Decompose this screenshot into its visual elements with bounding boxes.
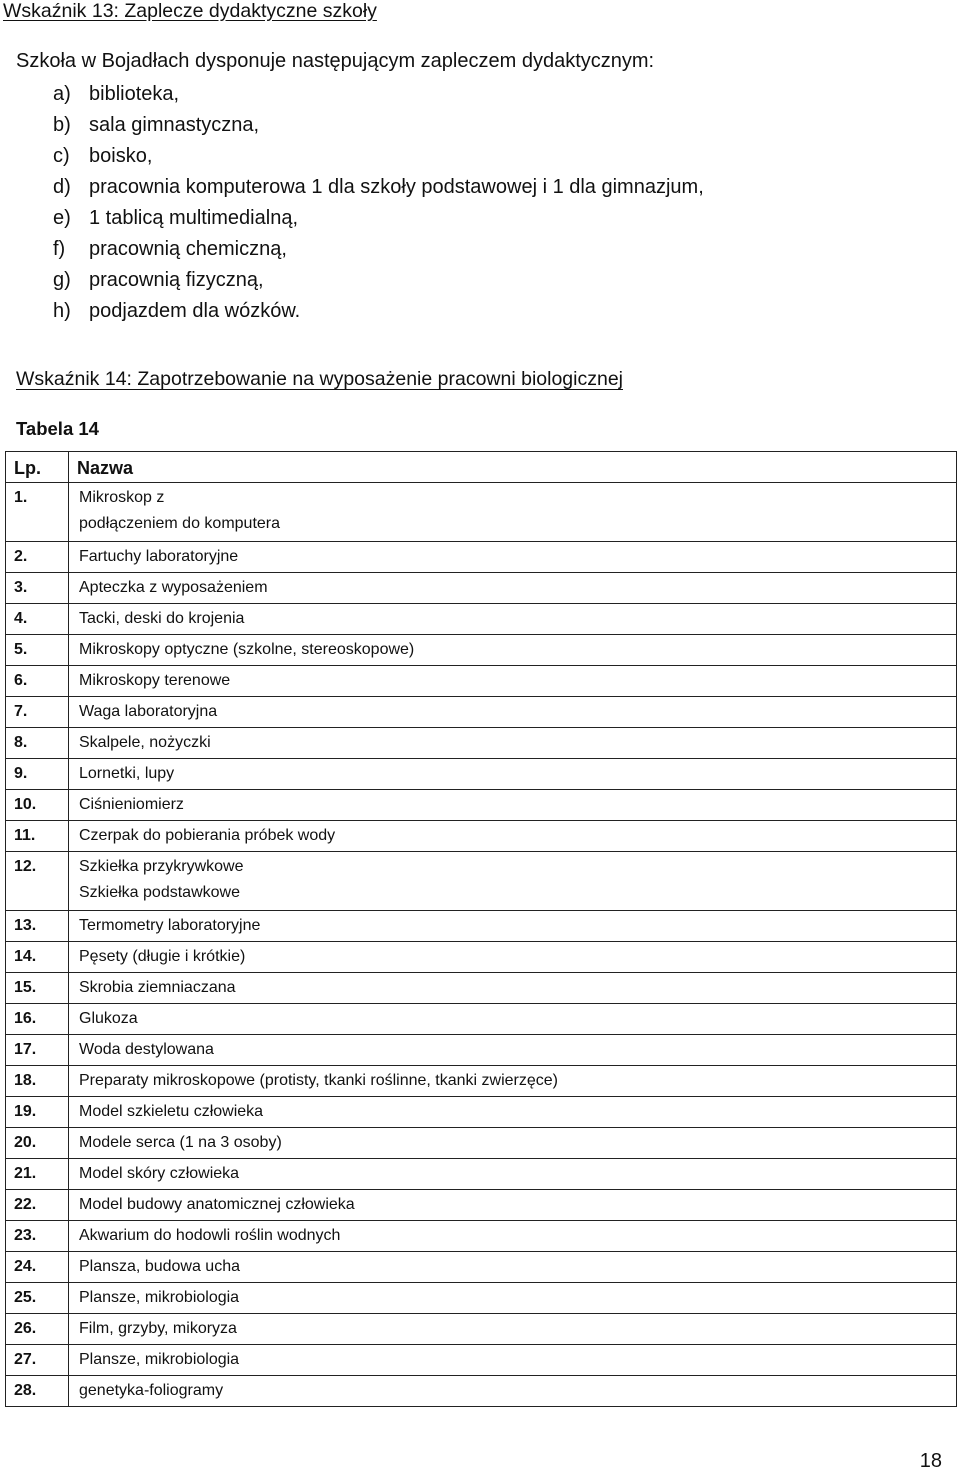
row-number: 20. (6, 1128, 69, 1159)
list-marker: b) (53, 114, 71, 136)
item-name-cell (69, 911, 957, 942)
row-number: 2. (6, 542, 69, 573)
list-item-text: podjazdem dla wózków. (89, 300, 301, 322)
table-row (6, 604, 957, 635)
row-number: 27. (6, 1345, 69, 1376)
row-number: 15. (6, 973, 69, 1004)
item-name-line: Model budowy anatomicznej człowieka (79, 1196, 355, 1213)
item-name-line: Plansza, budowa ucha (79, 1258, 240, 1275)
table-row (6, 1252, 957, 1283)
section-heading-14: Wskaźnik 14: Zapotrzebowanie na wyposażenie pracowni biologicznej (16, 368, 623, 390)
row-number: 11. (6, 821, 69, 852)
item-name-cell (69, 1097, 957, 1128)
item-name-cell (69, 1128, 957, 1159)
row-number: 4. (6, 604, 69, 635)
item-name-cell (69, 542, 957, 573)
row-number: 24. (6, 1252, 69, 1283)
list-marker: g) (53, 269, 71, 291)
item-name-cell (69, 697, 957, 728)
item-name-line: Mikroskopy optyczne (szkolne, stereoskopowe) (79, 641, 415, 658)
table-row (6, 542, 957, 573)
item-name-cell (69, 1314, 957, 1345)
item-name-line: Skrobia ziemniaczana (79, 979, 236, 996)
table-row (6, 697, 957, 728)
row-number: 18. (6, 1066, 69, 1097)
item-name-line: Apteczka z wyposażeniem (79, 579, 268, 596)
list-marker: e) (53, 207, 71, 229)
facility-list (53, 79, 704, 327)
item-name-line: Pęsety (długie i krótkie) (79, 948, 246, 965)
item-name-line: Waga laboratoryjna (79, 703, 218, 720)
table-row (6, 1221, 957, 1252)
intro-paragraph: Szkoła w Bojadłach dysponuje następującym zapleczem dydaktycznym: (16, 50, 655, 72)
list-item (53, 265, 704, 296)
row-number: 19. (6, 1097, 69, 1128)
row-number: 5. (6, 635, 69, 666)
item-name-cell (69, 1221, 957, 1252)
table-row (6, 1159, 957, 1190)
table-row (6, 852, 957, 911)
list-marker: d) (53, 176, 71, 198)
item-name-line: Tacki, deski do krojenia (79, 610, 245, 627)
item-name-cell (69, 1283, 957, 1314)
item-name-line: Szkiełka przykrywkowe (79, 858, 244, 875)
list-item (53, 141, 704, 172)
row-number: 8. (6, 728, 69, 759)
list-item (53, 203, 704, 234)
table-row (6, 1004, 957, 1035)
item-name-cell (69, 973, 957, 1004)
table-row (6, 1128, 957, 1159)
list-item-text: pracownią chemiczną, (89, 238, 287, 260)
table-row (6, 728, 957, 759)
item-name-cell (69, 635, 957, 666)
item-name-line: Plansze, mikrobiologia (79, 1289, 240, 1306)
item-name-cell (69, 821, 957, 852)
table-row (6, 1345, 957, 1376)
item-name-line: Film, grzyby, mikoryza (79, 1320, 237, 1337)
row-number: 17. (6, 1035, 69, 1066)
table-row (6, 973, 957, 1004)
list-item-text: biblioteka, (89, 83, 180, 105)
list-item (53, 172, 704, 203)
table-row (6, 1035, 957, 1066)
row-number: 14. (6, 942, 69, 973)
table-row (6, 635, 957, 666)
item-name-line: Woda destylowana (79, 1041, 214, 1058)
table-row (6, 759, 957, 790)
header-name: Nazwa (69, 452, 957, 483)
item-name-line: podłączeniem do komputera (79, 515, 281, 532)
item-name-cell (69, 728, 957, 759)
list-item-text: 1 tablicą multimedialną, (89, 207, 298, 229)
list-item (53, 234, 704, 265)
row-number: 22. (6, 1190, 69, 1221)
item-name-line: Mikroskop z (79, 489, 165, 506)
table-row (6, 1283, 957, 1314)
list-item (53, 296, 704, 327)
item-name-cell (69, 573, 957, 604)
equipment-table (5, 451, 957, 1407)
table-row (6, 573, 957, 604)
table-row (6, 1066, 957, 1097)
row-number: 9. (6, 759, 69, 790)
row-number: 28. (6, 1376, 69, 1407)
item-name-line: Fartuchy laboratoryjne (79, 548, 239, 565)
item-name-line: Czerpak do pobierania próbek wody (79, 827, 336, 844)
item-name-line: Mikroskopy terenowe (79, 672, 231, 689)
header-lp: Lp. (6, 452, 69, 483)
table-row (6, 1376, 957, 1407)
table-row (6, 821, 957, 852)
table-row (6, 1097, 957, 1128)
item-name-cell (69, 1252, 957, 1283)
table-row (6, 483, 957, 542)
item-name-line: Akwarium do hodowli roślin wodnych (79, 1227, 341, 1244)
table-caption: Tabela 14 (16, 418, 99, 439)
item-name-cell (69, 759, 957, 790)
list-marker: h) (53, 300, 71, 322)
item-name-cell (69, 1190, 957, 1221)
item-name-cell (69, 666, 957, 697)
item-name-line: Skalpele, nożyczki (79, 734, 211, 751)
item-name-cell (69, 483, 957, 542)
list-item-text: boisko, (89, 145, 153, 167)
item-name-line: Lornetki, lupy (79, 765, 175, 782)
row-number: 7. (6, 697, 69, 728)
item-name-cell (69, 852, 957, 911)
row-number: 3. (6, 573, 69, 604)
table-header-row (6, 452, 957, 483)
item-name-line: Preparaty mikroskopowe (protisty, tkanki roślinne, tkanki zwierzęce) (79, 1072, 558, 1089)
item-name-line: Model szkieletu człowieka (79, 1103, 264, 1120)
row-number: 16. (6, 1004, 69, 1035)
item-name-line: Termometry laboratoryjne (79, 917, 261, 934)
table-row (6, 1314, 957, 1345)
table-row (6, 942, 957, 973)
row-number: 10. (6, 790, 69, 821)
item-name-line: Glukoza (79, 1010, 138, 1027)
item-name-cell (69, 1004, 957, 1035)
row-number: 23. (6, 1221, 69, 1252)
row-number: 1. (6, 483, 69, 542)
list-item-text: pracownia komputerowa 1 dla szkoły podstawowej i 1 dla gimnazjum, (89, 176, 704, 198)
table-row (6, 1190, 957, 1221)
row-number: 6. (6, 666, 69, 697)
item-name-line: Modele serca (1 na 3 osoby) (79, 1134, 282, 1151)
item-name-line: Szkiełka podstawkowe (79, 884, 240, 901)
list-marker: f) (53, 238, 66, 260)
list-item-text: pracownią fizyczną, (89, 269, 264, 291)
item-name-line: Plansze, mikrobiologia (79, 1351, 240, 1368)
table-row (6, 911, 957, 942)
section-heading-13: Wskaźnik 13: Zaplecze dydaktyczne szkoły (3, 0, 377, 22)
item-name-cell (69, 1066, 957, 1097)
item-name-cell (69, 604, 957, 635)
page-number: 18 (919, 1450, 942, 1472)
list-marker: a) (53, 83, 71, 105)
item-name-cell (69, 1345, 957, 1376)
row-number: 12. (6, 852, 69, 911)
table-row (6, 666, 957, 697)
row-number: 21. (6, 1159, 69, 1190)
item-name-cell (69, 790, 957, 821)
item-name-cell (69, 1159, 957, 1190)
list-item (53, 79, 704, 110)
row-number: 26. (6, 1314, 69, 1345)
item-name-cell (69, 1376, 957, 1407)
row-number: 25. (6, 1283, 69, 1314)
list-item-text: sala gimnastyczna, (89, 114, 260, 136)
item-name-line: genetyka-foliogramy (79, 1382, 224, 1399)
list-item (53, 110, 704, 141)
table-row (6, 790, 957, 821)
item-name-line: Model skóry człowieka (79, 1165, 240, 1182)
item-name-line: Ciśnieniomierz (79, 796, 184, 813)
item-name-cell (69, 942, 957, 973)
row-number: 13. (6, 911, 69, 942)
list-marker: c) (53, 145, 70, 167)
item-name-cell (69, 1035, 957, 1066)
